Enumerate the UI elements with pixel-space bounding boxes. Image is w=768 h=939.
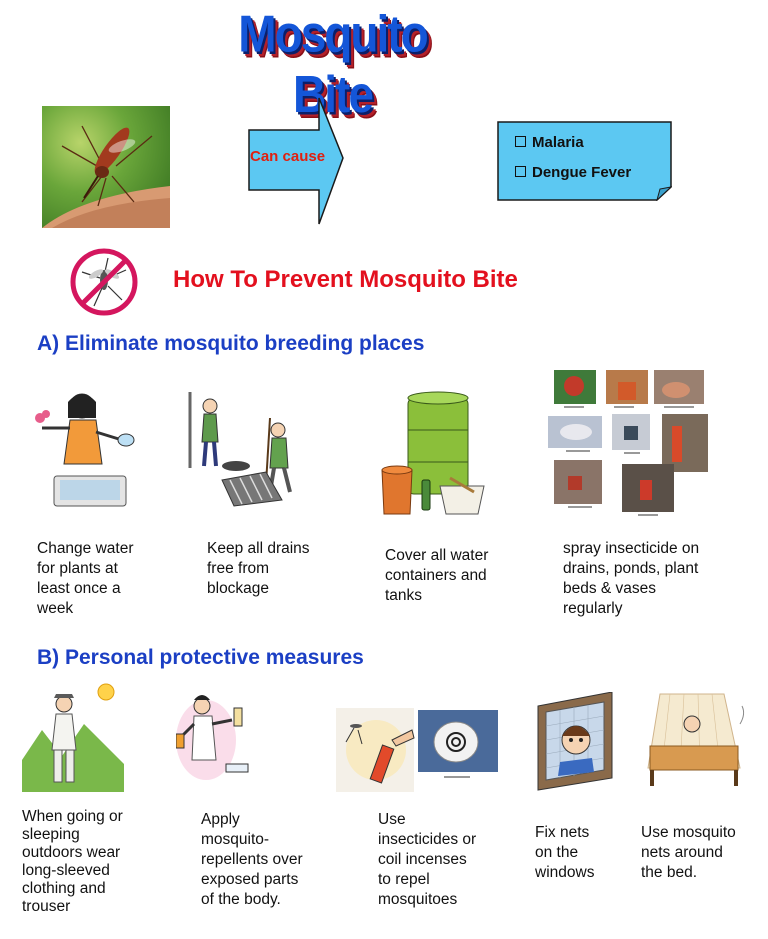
page-title: Mosquito Bite <box>238 4 427 124</box>
disease-item: Malaria <box>515 134 584 151</box>
caption-keep-drains: Keep all drains free from blockage <box>207 540 310 597</box>
insecticide-coil-illustration <box>336 708 500 792</box>
section-b-heading: B) Personal protective measures <box>37 646 364 669</box>
mosquito-photo <box>42 106 170 228</box>
watering-plants-illustration <box>26 388 138 512</box>
caption-spray-insecticide: spray insecticide on drains, ponds, plant beds & vases regularly <box>563 540 700 617</box>
spraying-sites-photos <box>546 368 714 518</box>
clearing-drains-illustration <box>186 388 308 512</box>
caption-insecticide-coils: Use insecticides or coil incenses to repel mosquitoes <box>378 811 477 908</box>
caption-apply-repellent: Apply mosquito- repellents over exposed parts of the body. <box>201 811 303 908</box>
caption-bed-nets: Use mosquito nets around the bed. <box>641 824 736 881</box>
caption-change-water: Change water for plants at least once a week <box>37 540 134 617</box>
checkbox-icon <box>515 166 526 177</box>
window-net-illustration <box>534 692 616 792</box>
apply-repellent-illustration <box>176 690 256 790</box>
caption-window-nets: Fix nets on the windows <box>535 824 595 881</box>
disease-note <box>497 121 672 201</box>
section-a-heading: A) Eliminate mosquito breeding places <box>37 332 425 355</box>
no-mosquito-icon <box>68 246 140 318</box>
long-sleeves-illustration <box>22 680 124 792</box>
covered-containers-illustration <box>378 390 488 520</box>
bed-net-illustration <box>640 684 748 792</box>
caption-long-sleeves: When going or sleeping outdoors wear long-sleeved clothing and trouser <box>22 808 123 915</box>
checkbox-icon <box>515 136 526 147</box>
prevent-title: How To Prevent Mosquito Bite <box>173 266 518 293</box>
disease-item: Dengue Fever <box>515 164 631 181</box>
caption-cover-containers: Cover all water containers and tanks <box>385 547 489 604</box>
arrow-label: Can cause <box>250 148 326 165</box>
